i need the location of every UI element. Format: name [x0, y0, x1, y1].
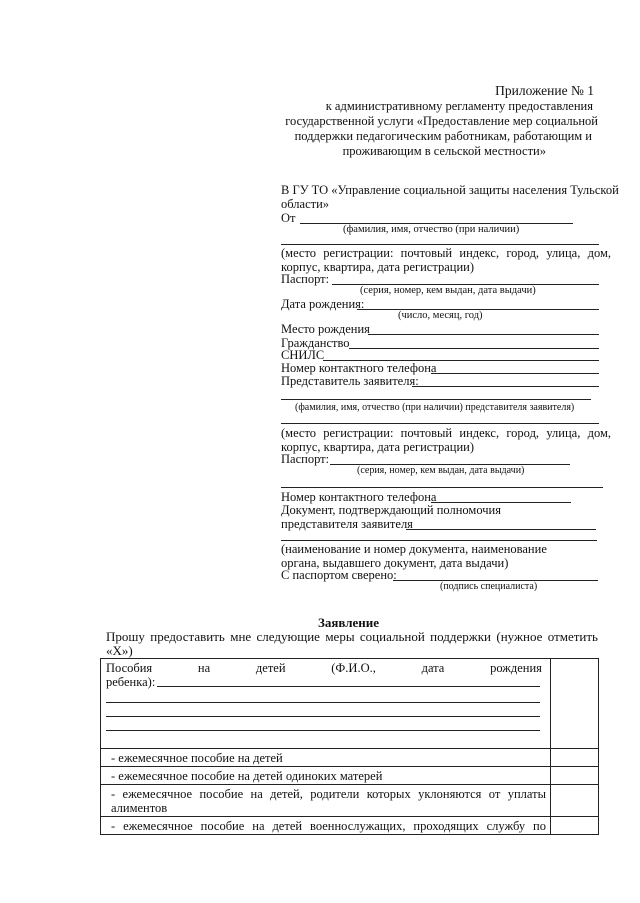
phone-label: Номер контактного телефона — [281, 361, 437, 375]
checkbox-cell[interactable] — [551, 817, 599, 835]
snils-label: СНИЛС — [281, 348, 325, 362]
table-row — [101, 749, 599, 767]
child-info-field[interactable] — [157, 675, 540, 687]
header-word: рождения — [490, 661, 542, 675]
representative-passport-field-2[interactable] — [281, 487, 603, 488]
header-line: поддержки педагогическим работникам, работающим и — [294, 129, 592, 143]
appendix-title: Приложение № 1 — [495, 83, 594, 98]
table-row — [101, 659, 599, 749]
representative-phone-label: Номер контактного телефона — [281, 490, 437, 504]
representative-fio-field[interactable] — [281, 399, 591, 400]
header-line-2 — [106, 675, 546, 689]
benefit-option: - ежемесячное пособие на детей одиноких матерей — [101, 767, 551, 785]
statement-intro — [106, 630, 598, 658]
citizenship-field[interactable] — [349, 348, 599, 349]
signature-hint: (подпись специалиста) — [440, 581, 538, 592]
citizenship-label: Гражданство — [281, 336, 350, 350]
checkbox-cell[interactable] — [551, 767, 599, 785]
from-label: От — [281, 211, 296, 225]
table-row — [101, 817, 599, 835]
header-word: детей — [255, 661, 286, 675]
header-word: на — [197, 661, 211, 675]
representative-label: Представитель заявителя: — [281, 374, 419, 388]
table-row — [101, 767, 599, 785]
representative-fio-hint: (фамилия, имя, отчество (при наличии) представителя заявителя) — [295, 402, 575, 413]
child-info-field[interactable] — [106, 689, 540, 703]
header-line: проживающим в сельской местности» — [342, 144, 546, 158]
authority-doc-field-2[interactable] — [281, 540, 597, 541]
benefit-option: - ежемесячное пособие на детей, родители которых уклоняются от уплаты алиментов — [101, 785, 551, 817]
authority-doc-label: Документ, подтверждающий полномочия — [281, 503, 501, 517]
child-info-field[interactable] — [106, 717, 540, 731]
passport-hint: (серия, номер, кем выдан, дата выдачи) — [360, 285, 536, 296]
checkbox-cell[interactable] — [551, 749, 599, 767]
authority-doc-field[interactable] — [406, 529, 596, 530]
phone-field[interactable] — [431, 373, 599, 374]
benefits-header-cell — [101, 659, 551, 749]
header-word: дата — [421, 661, 445, 675]
checkbox-cell[interactable] — [551, 785, 599, 817]
addressee-line: В ГУ ТО «Управление социальной защиты населения Тульской — [281, 183, 619, 197]
birthplace-label: Место рождения — [281, 322, 370, 336]
header-words — [106, 661, 542, 675]
authority-doc-label: представителя заявителя — [281, 517, 413, 531]
checkbox-cell[interactable] — [551, 659, 599, 749]
benefits-table — [100, 658, 599, 835]
birthdate-hint: (число, месяц, год) — [398, 310, 483, 321]
header-word: (Ф.И.О., — [331, 661, 376, 675]
passport-label: Паспорт: — [281, 272, 330, 286]
child-info-field[interactable] — [106, 703, 540, 717]
statement-intro-line: Прошу предоставить мне следующие меры социальной поддержки (нужное отметить — [106, 629, 598, 644]
benefit-option: - ежемесячное пособие на детей военнослужащих, проходящих службу по — [101, 817, 551, 835]
birthplace-field[interactable] — [368, 334, 599, 335]
header-line: государственной услуги «Предоставление мер социальной — [285, 114, 598, 128]
fio-hint: (фамилия, имя, отчество (при наличии) — [343, 224, 520, 235]
header-line: к административному регламенту предоставления — [325, 99, 593, 113]
birthdate-label: Дата рождения: — [281, 297, 365, 311]
verified-label: С паспортом сверено: — [281, 568, 397, 582]
header-word: ребенка): — [106, 675, 156, 689]
benefit-option: - ежемесячное пособие на детей — [101, 749, 551, 767]
registration-field[interactable] — [281, 244, 599, 245]
registration-hint: (место регистрации: почтовый индекс, город, улица, дом, корпус, квартира, дата регистрации) — [281, 246, 611, 274]
addressee-line: области» — [281, 197, 330, 211]
representative-registration-hint: (место регистрации: почтовый индекс, город, улица, дом, корпус, квартира, дата регистрации) — [281, 426, 611, 454]
authority-doc-hint: (наименование и номер документа, наименование органа, выдавшего документ, дата выдачи) — [281, 542, 547, 570]
representative-passport-hint: (серия, номер, кем выдан, дата выдачи) — [357, 465, 525, 476]
statement-title: Заявление — [318, 615, 380, 630]
table-row — [101, 785, 599, 817]
representative-passport-label: Паспорт: — [281, 452, 330, 466]
representative-registration-field[interactable] — [281, 423, 599, 424]
representative-field[interactable] — [412, 386, 599, 387]
header-word: Пособия — [106, 661, 153, 675]
statement-intro-line: «Х») — [106, 643, 133, 658]
